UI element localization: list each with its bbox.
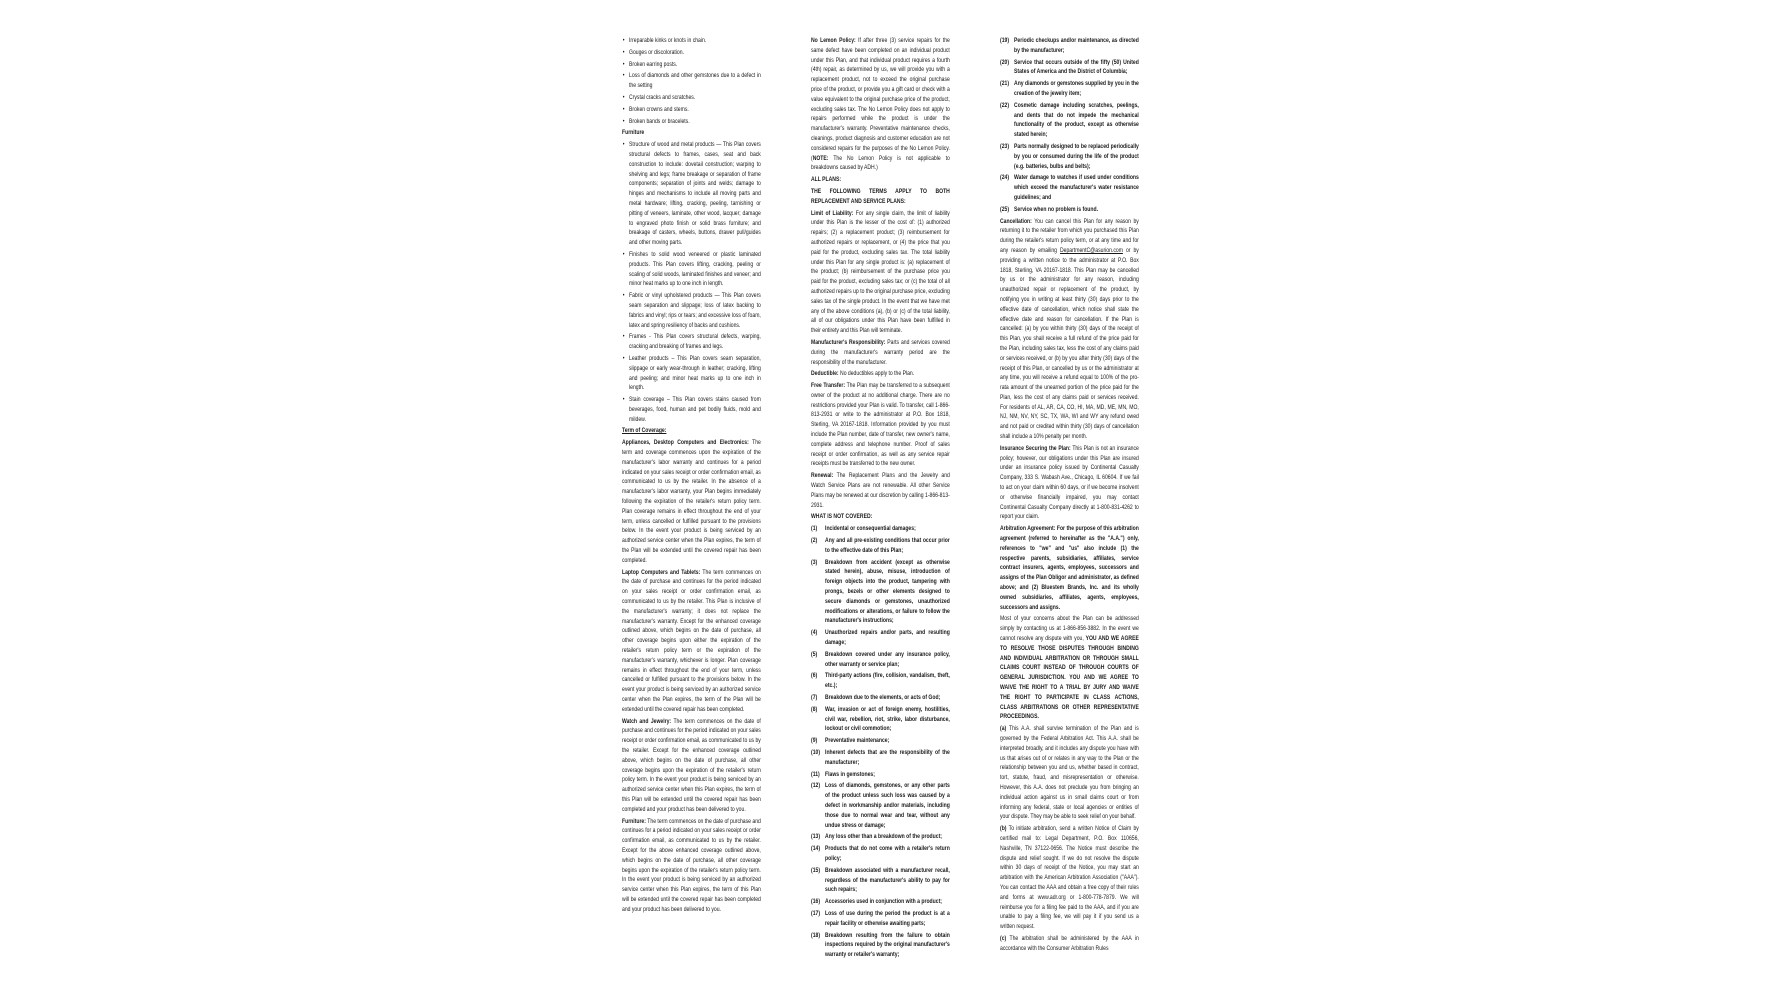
item-number: (9): [811, 737, 818, 745]
item-text: Any loss other than a breakdown of the product;: [825, 833, 942, 841]
appliances-heading: Appliances, Desktop Computers and Electronics:: [622, 439, 749, 447]
clause-b-text: To initiate arbitration, send a written Notice of Claim by certified mail to: Legal Department, P.O. Box 110656, Nashville, TN 37122-0656. The Notice must describe the dispute and relief sought. If we do not resolve the dispute within 30 days of receipt of the Notice, you may start an arbitration with the American Arbitration Association ("AAA"). You can contact the AAA and obtain a free copy of their rules and forms at www.adr.org or 1-800-778-7879. We will reimburse you for a filing fee paid to the AAA, and if you are unable to pay a filing fee, we will pay it if you send us a written request.: [1000, 825, 1139, 931]
list-item: • Stain coverage – This Plan covers stains caused from beverages, food, human and pet bodily fluids, mold and mildew.: [622, 395, 761, 424]
item-text: Inherent defects that are the responsibility of the manufacturer;: [825, 748, 950, 766]
item-text: Any and all pre-existing conditions that occur prior to the effective date of this Plan;: [825, 537, 950, 554]
arbitration-caps-text: YOU AND WE AGREE TO RESOLVE THOSE DISPUTES THROUGH BINDING AND INDIVIDUAL ARBITRATION OR THROUGH SMALL CLAIMS COURT INSTEAD OF THROUGH COURTS OF GENERAL JURISDICTION. YOU AND WE AGREE TO WAIVE THE RIGHT TO A TRIAL BY JURY AND WAIVE THE RIGHT TO PARTICIPATE IN CLASS ACTIONS, CLASS ARBITRATIONS OR OTHER REPRESENTATIVE PROCEEDINGS.: [1000, 635, 1139, 721]
item-number: (12): [811, 782, 821, 790]
no-lemon-heading: No Lemon Policy:: [811, 37, 856, 44]
column-3: [1000, 36, 1139, 976]
furniture-heading: Furniture: [622, 129, 645, 137]
list-item: [811, 897, 950, 907]
item-number: (22): [1000, 101, 1010, 109]
list-item: [1000, 173, 1139, 202]
item-number: (17): [811, 909, 821, 917]
clause-b-paragraph: [1000, 824, 1139, 932]
list-item: [1000, 205, 1139, 215]
clause-a-paragraph: [1000, 724, 1139, 822]
list-item: • Broken bands or bracelets.: [622, 117, 761, 127]
document-page: [622, 36, 1178, 976]
item-text: War, invasion or act of foreign enemy, hostilities, civil war, rebellion, riot, strike, labor disturbance, lockout or civil commotion;: [825, 705, 950, 733]
list-item: [1000, 142, 1139, 171]
not-covered-list: [811, 524, 950, 960]
item-text: Preventative maintenance;: [825, 737, 890, 745]
arbitration-intro-paragraph: [1000, 524, 1139, 612]
item-text: Loss of use during the period the product is at a repair facility or otherwise awaiting parts;: [825, 909, 950, 927]
item-text: Parts normally designed to be replaced periodically by you or consumed during the life of the product (e.g. batteries, bulbs and belts);: [1014, 142, 1139, 170]
deductible-heading: Deductible:: [811, 370, 839, 378]
list-item: [811, 650, 950, 670]
list-item: [811, 693, 950, 703]
item-text: Unauthorized repairs and/or parts, and resulting damage;: [825, 629, 950, 647]
limit-heading: Limit of Liability:: [811, 209, 854, 217]
cancellation-text-1: You can cancel this Plan for any reason by returning it to the retailer from which you purchased this Plan during the retailer's return policy term, or at any time and for any reason by emailing: [1000, 217, 1139, 254]
insurance-heading: Insurance Securing the Plan:: [1000, 444, 1071, 452]
deductible-paragraph: [811, 369, 950, 379]
list-item: [1000, 79, 1139, 99]
renewal-text: The Replacement Plans and the Jewelry and Watch Service Plans are not renewable. All other Service Plans may be renewed at our discretion by calling 1-866-813-2931.: [811, 472, 950, 509]
item-number: (5): [811, 650, 818, 658]
furniture-term-paragraph: [622, 817, 761, 915]
limit-text: For any single claim, the limit of liability under this Plan is the lesser of the cost of: (1) authorized repairs; (2) a replacement product; (3) reimbursement for authorized repairs or replacement, or (4) the price that you paid for the product, excluding sales tax. The total liability under this Plan for any single product is: (a) replacement of the product; (b) reimbursement of the purchase price you paid for the product, excluding sales tax; or (c) the total of all authorized repairs up to the original purchase price, excluding sales tax of the single product. In the event that we have met any of the above conditions (a), (b) or (c) of the total liability, all of our obligations under this Plan have been fulfilled in their entirety and this Plan will terminate.: [811, 209, 950, 335]
list-item: • Broken earring posts.: [622, 60, 761, 70]
item-number: (21): [1000, 80, 1010, 88]
list-item: [811, 844, 950, 864]
list-item: • Finishes to solid wood veneered or plastic laminated products. This Plan covers lifting, cracking, peeling or scaling of solid woods, laminated finishes and veneer; and minor heat marks up to one inch in length.: [622, 250, 761, 289]
item-number: (3): [811, 558, 818, 566]
cancellation-email-link[interactable]: DepartmentC@asurion.com: [1059, 246, 1123, 254]
item-text: Breakdown from accident (except as otherwise stated herein), abuse, misuse, introduction of foreign objects into the product, tampering with prongs, bezels or other elements designed to secure diamonds or gemstones, unauthorized modifications or alterations, or failure to follow the manufacturer's instructions;: [825, 558, 950, 625]
list-item: [1000, 101, 1139, 140]
item-text: Periodic checkups and/or maintenance, as directed by the manufacturer;: [1014, 37, 1139, 54]
jewelry-bullet-list: [622, 36, 761, 126]
not-covered-heading: WHAT IS NOT COVERED:: [811, 513, 873, 521]
all-plans-heading: ALL PLANS:: [811, 176, 842, 184]
list-item: [811, 832, 950, 842]
item-number: (4): [811, 629, 818, 637]
furniture-term-text: The term commences on the date of purchase and continues for a period indicated on your sales receipt or order confirmation email, as communicated to us by the retailer. Except for the above enhanced coverage outlined above, which begins on the date of purchase, all other coverage begins upon the expiration of the retailer's return policy term. In the event your product is being serviced by an authorized service center when this Plan expires, the term of this Plan will be extended until the covered repair has been completed and your product has been delivered to you.: [622, 817, 761, 913]
list-item: [811, 770, 950, 780]
item-number: (11): [811, 770, 820, 778]
manufacturer-paragraph: [811, 338, 950, 367]
term-of-coverage-heading: Term of Coverage:: [622, 427, 667, 435]
limit-paragraph: [811, 209, 950, 336]
list-item: [1000, 58, 1139, 78]
watch-paragraph: [622, 717, 761, 815]
list-item: [811, 536, 950, 556]
list-item: [811, 705, 950, 734]
item-number: (13): [811, 833, 821, 841]
list-item: [1000, 36, 1139, 56]
list-item: • Gouges or discoloration.: [622, 48, 761, 58]
list-item: [811, 931, 950, 960]
item-text: Breakdown due to the elements, or acts of God;: [825, 694, 941, 701]
renewal-heading: Renewal:: [811, 472, 834, 480]
cancellation-paragraph: [1000, 217, 1139, 442]
furniture-bullet-list: [622, 140, 761, 424]
list-item: • Leather products – This Plan covers seam separation, slippage or early wear-through in leather; cracking, lifting and peeling; and minor heat marks up to one inch in length.: [622, 354, 761, 393]
item-text: Water damage to watches if used under conditions which exceed the manufacturer's water resistance guidelines; and: [1014, 174, 1139, 201]
item-number: (24): [1000, 174, 1010, 182]
list-item: [811, 736, 950, 746]
item-text: Accessories used in conjunction with a product;: [825, 898, 942, 906]
appliances-text: The term and coverage commences upon the expiration of the manufacturer's labor warranty and continues for a period indicated on your sales receipt or order confirmation email, as communicated to us by the retailer. In the absence of a manufacturer's labor warranty, your Plan begins immediately following the expiration of the retailer's return policy term. Plan coverage remains in effect throughout the end of your term, unless cancelled or fulfilled pursuant to the provisions below. In the event your product is being serviced by an authorized service center when the Plan expires, the term of the Plan will be extended until the covered repair has been completed.: [622, 439, 761, 564]
item-text: Breakdown associated with a manufacturer recall, regardless of the manufacturer's ability to pay for such repairs;: [825, 866, 950, 894]
transfer-paragraph: [811, 381, 950, 469]
arbitration-paragraph: [1000, 614, 1139, 722]
list-item: [811, 866, 950, 895]
item-number: (10): [811, 748, 821, 756]
item-number: (8): [811, 705, 818, 713]
item-number: (19): [1000, 37, 1010, 44]
item-number: (25): [1000, 205, 1010, 213]
item-number: (1): [811, 525, 818, 533]
column-2: [811, 36, 950, 976]
item-text: Products that do not come with a retailer's return policy;: [825, 845, 950, 862]
item-number: (23): [1000, 142, 1010, 150]
deductible-text: No deductibles apply to the Plan.: [840, 370, 915, 378]
manufacturer-heading: Manufacturer's Responsibility:: [811, 338, 886, 346]
item-text: Cosmetic damage including scratches, peelings, and dents that do not impede the mechanical functionality of the product, except as otherwise stated herein;: [1014, 101, 1139, 139]
cancellation-heading: Cancellation:: [1000, 217, 1032, 225]
item-text: Breakdown resulting from the failure to obtain inspections required by the original manufacturer's warranty or retailer's warranty;: [825, 931, 950, 959]
item-number: (7): [811, 694, 818, 701]
arbitration-bold-text: For the purpose of this arbitration agreement (referred to hereinafter as the "A.A.") only, references to "we" and "us" also include (1) the respective parents, subsidiaries, affiliates, service contract insurers, agents, employees, successors and assigns of the Plan Obligor and administrator, as defined above; and (2) Bluestem Brands, Inc. and its wholly owned subsidiaries, affiliates, agents, employees, successors and assigns.: [1000, 525, 1139, 611]
list-item: • Crystal cracks and scratches.: [622, 93, 761, 103]
all-plans-subheading: THE FOLLOWING TERMS APPLY TO BOTH REPLACEMENT AND SERVICE PLANS:: [811, 187, 950, 205]
list-item: [811, 524, 950, 534]
item-text: Flaws in gemstones;: [825, 770, 875, 778]
list-item: [811, 909, 950, 929]
item-number: (18): [811, 931, 821, 939]
watch-heading: Watch and Jewelry:: [622, 717, 672, 725]
clause-a-label: (a): [1000, 725, 1007, 733]
laptop-heading: Laptop Computers and Tablets:: [622, 568, 701, 576]
furniture-term-heading: Furniture:: [622, 817, 646, 825]
item-text: Incidental or consequential damages;: [825, 525, 916, 533]
clause-b-label: (b): [1000, 825, 1007, 833]
watch-text: The term commences on the date of purchase and continues for the period indicated on your sales receipt or order confirmation email, as communicated to us by the retailer. Except for the enhanced coverage outlined above, which begins on the date of purchase, all other coverage begins upon the expiration of the retailer's return policy term. In the event your product is being serviced by an authorized service center when this Plan expires, the term of this Plan will be extended until the covered repair has been completed and your product has been delivered to you.: [622, 717, 761, 813]
clause-c-paragraph: [1000, 934, 1139, 954]
laptop-text: The term commences on the date of purchase and continues for the period indicated on your sales receipt or order confirmation email, as communicated to us by the retailer. This Plan is inclusive of the manufacturer's warranty; it does not replace the manufacturer's warranty. Except for the enhanced coverage outlined above, which begins on the date of purchase, all other coverage begins upon either the expiration of the retailer's return policy term or the expiration of the manufacturer's warranty, whichever is longer. Plan coverage remains in effect throughout the end of your term, unless cancelled or fulfilled pursuant to the provisions below. In the event your product is being serviced by an authorized service center when the Plan expires, the term of the Plan will be extended until the covered repair has been completed.: [622, 568, 761, 713]
no-lemon-text: If after three (3) service repairs for the same defect have been completed on an individual product under this Plan, and that individual product requires a fourth (4th) repair, as determined by us, we will provide you with a replacement product, not to exceed the original purchase price of the product, or provide you a gift card or check with a value equivalent to the original purchase price of the product, excluding sales tax. The No Lemon Policy does not apply to repairs performed while the product is under the manufacturer's warranty. Preventative maintenance checks, cleanings, product diagnosis and customer education are not considered repairs for the purposes of the No Lemon Policy. (: [811, 37, 950, 162]
clause-c-label: (c): [1000, 934, 1007, 942]
no-lemon-note-label: NOTE:: [812, 154, 829, 162]
column-1: [622, 36, 761, 976]
list-item: [811, 558, 950, 627]
appliances-paragraph: [622, 438, 761, 565]
item-text: Breakdown covered under any insurance policy, other warranty or service plan;: [825, 650, 950, 668]
list-item: • Frames - This Plan covers structural defects, warping, cracking and breaking of frames and legs.: [622, 332, 761, 352]
list-item: • Structure of wood and metal products — This Plan covers structural defects to frames, cases, seat and back construction to include: dovetail construction; warping to shelving and legs; frame breakage or separation of frame components; separation of joints and welds; damage to hinges and mechanisms to include all moving parts and metal hardware; lifting, cracking, peeling, tarnishing or pitting of veneers, laminate, other wood, lacquer; damage to engraved photo finish or solid brass furniture; and breakage of casters, wheels, buttons, drawer pull/guides and other moving parts.: [622, 140, 761, 248]
list-item: [811, 628, 950, 648]
clause-a-text: This A.A. shall survive termination of the Plan and is governed by the Federal Arbitration Act. This A.A. shall be interpreted broadly, and it includes any dispute you have with us that arises out of or relates in any way to the Plan or the relationship between you and us, whether based in contract, tort, statute, fraud, and misrepresentation or otherwise. However, this A.A. does not preclude you from bringing an individual action against us in small claims court or from informing any federal, state or local agencies or entities of your dispute. They may be able to seek relief on your behalf.: [1000, 725, 1139, 821]
item-number: (14): [811, 845, 821, 853]
no-lemon-note-text: The No Lemon Policy is not applicable to breakdowns caused by ADH.): [811, 154, 950, 172]
item-number: (15): [811, 866, 821, 874]
item-text: Any diamonds or gemstones supplied by you in the creation of the jewelry item;: [1014, 80, 1139, 97]
item-text: Third-party actions (fire, collision, vandalism, theft, etc.);: [825, 672, 950, 690]
arbitration-text: Most of your concerns about the Plan can be addressed simply by contacting us at 1-866-856-3882. In the event we cannot resolve any dispute with you,: [1000, 615, 1139, 643]
list-item: • Irreparable kinks or knots in chain.: [622, 36, 761, 46]
laptop-paragraph: [622, 568, 761, 715]
insurance-text: This Plan is not an insurance policy; however, our obligations under this Plan are insured under an insurance policy issued by Continental Casualty Company, 333 S. Wabash Ave., Chicago, IL 60604. If we fail to act on your claim within 60 days, or if we become insolvent or otherwise financially impaired, you may contact Continental Casualty Company directly at 1-800-831-4262 to report your claim.: [1000, 444, 1139, 521]
cancellation-text-2: or by providing a written notice to the administrator at P.O. Box 1818, Sterling, VA 20167-1818. This Plan may be cancelled by us or the administrator for any reason, including unauthorized repair or replacement of the product, by notifying you in writing at least thirty (30) days prior to the effective date of cancellation, which notice shall state the effective date and reason for cancellation. If the Plan is cancelled: (a) by you within thirty (30) days of the receipt of this Plan, you shall receive a full refund of the price paid for the Plan, including sales tax, less the cost of any claims paid or services received, or (b) by you after thirty (30) days of the receipt of this Plan, or cancelled by us or the administrator at any time, you will receive a refund equal to 100% of the pro-rata amount of the unearned portion of the price paid for the Plan, less the cost of any claims paid or services received. For residents of AL, AR, CA, CO, HI, MA, MD, ME, MN, MO, NJ, NM, NV, NY, SC, TX, WA, WI and WY any refund owed and not paid or credited within thirty (30) days of cancellation shall include a 10% penalty per month.: [1000, 246, 1139, 441]
insurance-paragraph: [1000, 444, 1139, 522]
list-item: [811, 748, 950, 768]
item-text: Service that occurs outside of the fifty (50) United States of America and the District of Columbia;: [1014, 58, 1139, 76]
list-item: • Broken crowns and stems.: [622, 105, 761, 115]
list-item: [811, 781, 950, 830]
renewal-paragraph: [811, 471, 950, 510]
transfer-text: The Plan may be transferred to a subsequent owner of the product at no additional charge. There are no restrictions provided your Plan is valid. To transfer, call 1-866-813-2931 or write to the administrator at P.O. Box 1818, Sterling, VA 20167-1818. Information provided by you must include the Plan number, date of transfer, new owner's name, complete address and telephone number. Proof of sales receipt or order confirmation, as well as any service repair receipts must be transferred to the new owner.: [811, 382, 950, 468]
item-text: Service when no problem is found.: [1014, 205, 1098, 213]
not-covered-list-continued: [1000, 36, 1139, 215]
item-number: (16): [811, 898, 821, 906]
arbitration-heading: Arbitration Agreement:: [1000, 525, 1056, 533]
transfer-heading: Free Transfer:: [811, 382, 846, 390]
manufacturer-text: Parts and services covered during the manufacturer's warranty period are the responsibility of the manufacturer.: [811, 338, 950, 366]
item-number: (20): [1000, 58, 1010, 66]
item-number: (2): [811, 537, 818, 545]
list-item: [811, 671, 950, 691]
item-number: (6): [811, 672, 818, 680]
item-text: Loss of diamonds, gemstones, or any other parts of the product unless such loss was caused by a defect in workmanship and/or materials, including those due to normal wear and tear, without any undue stress or damage;: [825, 782, 950, 829]
clause-c-text: The arbitration shall be administered by the AAA in accordance with the Consumer Arbitration Rules: [1000, 934, 1139, 952]
list-item: • Loss of diamonds and other gemstones due to a defect in the setting: [622, 71, 761, 91]
list-item: • Fabric or vinyl upholstered products — This Plan covers seam separation and slippage; loss of latex backing to fabrics and vinyl; rips or tears; and excessive loss of foam, latex and spring resiliency of backs and cushions.: [622, 291, 761, 330]
no-lemon-paragraph: [811, 36, 950, 173]
